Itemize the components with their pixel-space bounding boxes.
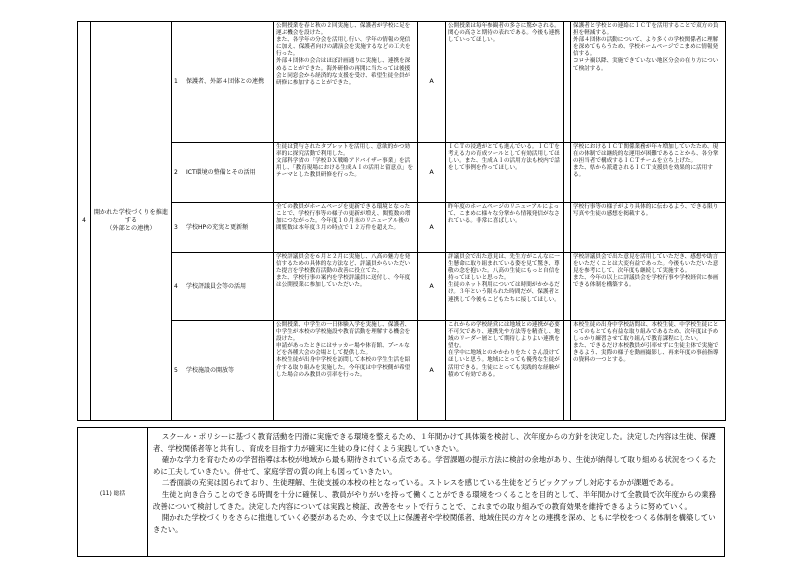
item-comment: 公開授業は毎年参観者の多さに驚かされる。関心の高さと期待の表れである。今後も連携していってほしい。	[446, 22, 564, 143]
item-detail: 学校評議員会を６月と２月に実施し、八高の魅力を発信するための具体的な方法など、評議員からいただいた提言を学校教育活動の改善に役立てた。 また、学校行事の案内を学校評議員に送付し、今年度は公開授業に参加していただいた。	[274, 253, 418, 321]
item-comment: ＩＣＴの浸透がとても進んでいる。ＩＣＴを考える力の育成ツールとして有効活用してほしい。また、生成ＡＩの活用方法も校内で話をして事例を作ってほしい。	[446, 143, 564, 203]
table-row	[78, 143, 726, 203]
item-detail: 公開授業、中学生の一日体験入学を実施し、保護者、中学生が本校の学校施設や教育活動を理解する機会を設けた。 申請があったときにはサッカー場や体育館、プールなどを各種大会の会場として提供した。 本校生徒が出身中学校を訪問して本校の学生生活を紹介する取り組みを実施した。今年度は中学校側が希望した場合のみ教員の引率を行った。	[274, 321, 418, 421]
table-row	[78, 22, 726, 143]
item-name: 2 ICT環境の整備とその活用	[172, 143, 274, 203]
item-detail: 全ての教員がホームページを更新できる環境となったことで、学校行事等の様子の更新が増え、閲覧数の増加につながった。今年度１０月末のリニューアル後の閲覧数は本年度３月の時点で１２万件を超えた。	[274, 203, 418, 253]
summary-body	[148, 428, 724, 556]
table-row	[78, 203, 726, 253]
item-plan: 学校におけるＩＣＴ関係業務が年々増加していたため、現在の体制では継続的な運用が困難であることから、各分掌の担当者で構成するＩＣＴチームを立ち上げた。 また、県から派遣されるＩＣＴ支援員を効果的に活用する。	[571, 143, 726, 203]
item-detail: 公開授業を春と秋の２回実施し、保護者が学校に足を運ぶ機会を設けた。 また、各学年の分会を活用し行い、学年の情報の発信に加え、保護者向けの講演会を実施するなどの工夫を行った。 外部４団体の会合はほぼ計画通りに実施し、連携を深めることができた。海外研修の再開に当たっては後援会と同窓会から経済的な支援を受け、希望生徒全員が研修に参加することができた。	[274, 22, 418, 143]
item-comment: 評議員会で出た意見は、先生方がこんなに一生懸命に取り組まれている姿を見て驚き、尊敬の念を抱いた。八高の生徒にもっと自信を持ってほしいと思った。 生徒のネット利用については時間がかかるだけ。３年という限られた時間だが、保護者と連携して今後もこどもたちに接してほしい。	[446, 253, 564, 321]
evaluation-table	[77, 21, 726, 421]
item-name: 5 学校施設の開放等	[172, 321, 274, 421]
summary-paragraph: 生徒と向き合うことのできる時間を十分に確保し、教員がやりがいを持って働くことができる環境をつくることを目的として、半年間かけて全教員で次年度からの業務改善について検討してきた。決定した内容については実践と検証、改善をセットで行うことで、これまでの取り組みでの教育効果を維持できるように努めていく。	[153, 489, 717, 511]
summary-paragraph: 確かな学力を育むための学習指導は本校が地域から最も期待されている点である。学習課題の提示方法に検討の余地があり、生徒が納得して取り組める状況をつくるために工夫していきたい。併せて、家庭学習の質の向上も図っていきたい。	[153, 455, 717, 476]
item-comment: これからの学校経営には地域との連携が必要不可欠であり、連携先や方法等を精査し、地域のリーダー層として期待しよりよい連携を望む。 在学中に地域とのかかわりをたくさん設けてほしいと思う。地域にとっても優秀な生徒が活用できる。生徒にとっても実践的な経験が積めて有効である。	[446, 321, 564, 421]
item-name: 3 学校HPの充実と更新頻	[172, 203, 274, 253]
item-comment: 昨年度のホームページのリニューアルによって、こまめに様々な分掌から情報発信がなされている。非常に喜ばしい。	[446, 203, 564, 253]
summary-paragraph: スクール・ポリシーに基づく教育活動を円滑に実施できる環境を整えるため、１年間かけて具体策を検討し、次年度からの方針を決定した。決定した内容は生徒、保護者、学校関係者等と共有し、育成を目指す力が確実に生徒の身に付くよう実践していきたい。	[153, 432, 716, 453]
item-plan: 学校行事等の様子がより具体的に伝わるよう、できる限り写真や生徒の感想を掲載する。	[571, 203, 726, 253]
section-category: 開かれた学校づくりを推進する （外部との連携）	[91, 22, 172, 421]
item-name: 4 学校評議員会等の活用	[172, 253, 274, 321]
summary-section	[77, 427, 725, 557]
item-grade: A	[418, 321, 446, 421]
item-grade: A	[418, 143, 446, 203]
table-row	[78, 253, 726, 321]
table-row	[78, 321, 726, 421]
summary-paragraph: 二香面談の充実は図られており、生徒理解、生徒支援の本校の柱となっている。ストレスを感じている生徒をどうピックアップし対応するかが課題である。	[161, 478, 679, 488]
item-plan: 学校評議員会で出た意見を活用していただき、感想や助言をいただくことは大変有益であった。今後もいただいた意見を参考にして、次年度も継続して実施する。 また、今年の以上に評議員会を学校行事や学校経営に参画できる体制を構築する。	[571, 253, 726, 321]
item-grade: A	[418, 22, 446, 143]
section-number: 4	[78, 22, 91, 421]
item-plan: 保護者と学校との連絡にＩＣＴを活用することで双方の負担を軽減する。 外部４団体の活動について、より多くの学校関係者に理解を深めてもらうため、学校ホームページでこまめに情報発信する。 コロナ禍以降、実施できていない地区分会の在り方について検討する。	[571, 22, 726, 143]
item-plan: 本校生徒の出身中学校訪問は、本校生徒、中学校生徒にとってのもとても有益な取り組みであるため、次年度は予めしっかり練習させて取り組んで教育課程にしたい。 また、できるだけ本校教員が引率せずに生徒主体で実施できるよう、実際の様子を動画撮影し、再来年度の事前指導の資料の一つとする。	[571, 321, 726, 421]
summary-paragraph: 開かれた学校づくりをさらに推進していく必要があるため、今まで以上に保護者や学校関係者、地域住民の方々との連携を深め、ともに学校をつくる体制を構築していきたい。	[153, 513, 716, 534]
item-grade: A	[418, 203, 446, 253]
summary-label: (11) 総括	[78, 428, 148, 556]
item-detail: 生徒は貸与されたタブレットを活用し、意欲的かつ効率的に探究活動で利用した。 文部科学省の「学校ＤＸ戦略アドバイザー事業」を活用し、「教育現場における生成ＡＩの活用と留意点」をテーマとした教員研修を行った。	[274, 143, 418, 203]
item-name: 1 保護者、外部４団体との連携	[172, 22, 274, 143]
item-grade: A	[418, 253, 446, 321]
